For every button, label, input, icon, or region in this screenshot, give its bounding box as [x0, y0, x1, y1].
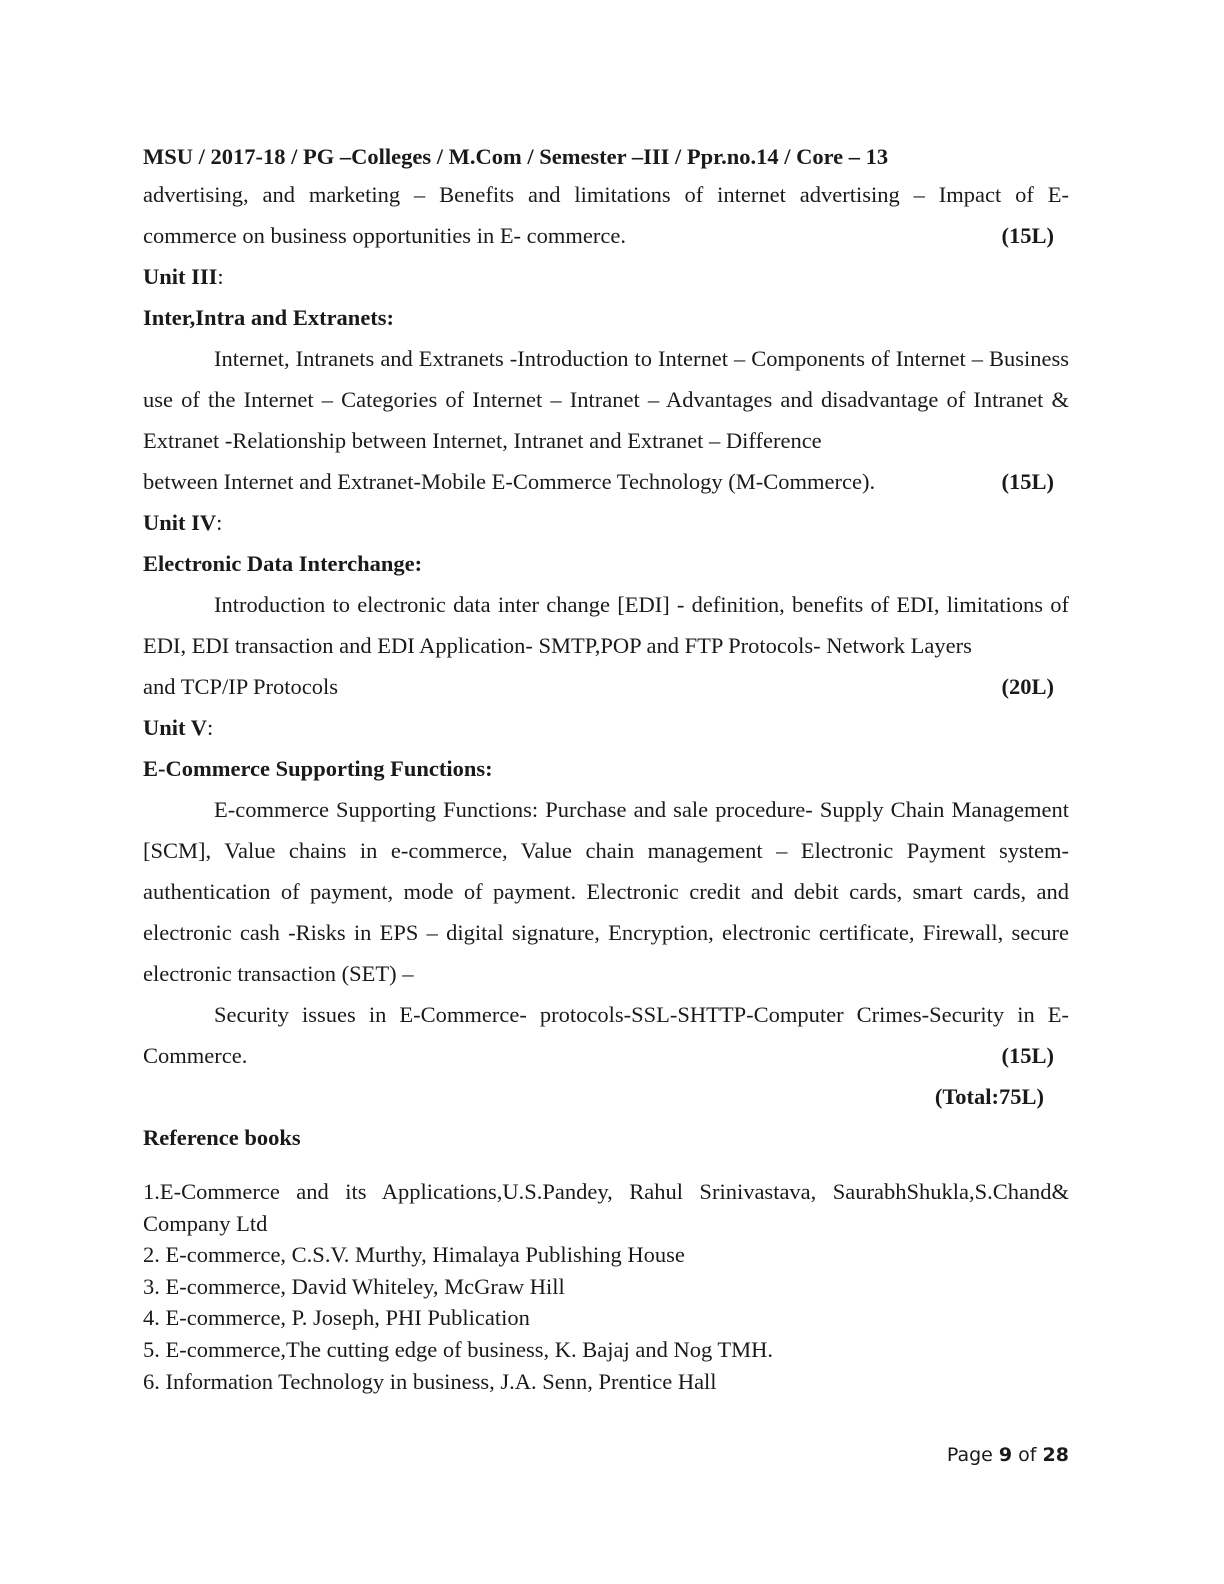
unit3-label: Unit III	[143, 264, 218, 289]
unit3-end	[143, 461, 1069, 502]
current-page: 9	[998, 1444, 1013, 1466]
unit5-heading: Unit V:	[143, 715, 214, 740]
unit2-hours: (15L)	[1001, 223, 1054, 248]
total-hours: (Total:75L)	[934, 1084, 1044, 1109]
unit4-body: Introduction to electronic data inter change [EDI] - definition, benefits of EDI, limitations of EDI, EDI transaction and EDI Application- SMTP,POP and FTP Protocols- Network Layers	[143, 592, 1069, 658]
reference-item: 5. E-commerce,The cutting edge of business, K. Bajaj and Nog TMH.	[143, 1336, 774, 1362]
unit5-title: E-Commerce Supporting Functions:	[143, 756, 493, 781]
unit4-label: Unit IV	[143, 510, 217, 535]
unit5-body2: Security issues in E-Commerce- protocols-SSL-SHTTP-Computer Crimes-Security in E-	[214, 1002, 1069, 1027]
unit2-tail-line2: commerce on business opportunities in E- commerce.	[143, 223, 626, 248]
unit5-last-line: Commerce.	[143, 1043, 248, 1068]
reference-item: 3. E-commerce, David Whiteley, McGraw Hill	[143, 1273, 565, 1299]
reference-item: 1.E-Commerce and its Applications,U.S.Pandey, Rahul Srinivastava, SaurabhShukla,S.Chand& Company Ltd	[143, 1179, 1069, 1236]
reference-item: 4. E-commerce, P. Joseph, PHI Publication	[143, 1305, 530, 1331]
unit4-end	[143, 666, 1069, 707]
unit4-hours: (20L)	[1001, 674, 1054, 699]
of-word: of	[1018, 1444, 1037, 1466]
document-header: MSU / 2017-18 / PG –Colleges / M.Com / Semester –III / Ppr.no.14 / Core – 13	[143, 144, 889, 169]
unit3-body: Internet, Intranets and Extranets -Introduction to Internet – Components of Internet – Business use of the Internet – Categories of Internet – Intranet – Advantages and disadvantage of Intranet & Extranet -Relationship between Internet, Intranet and Extranet – Difference	[143, 346, 1069, 453]
unit5-label: Unit V	[143, 715, 207, 740]
reference-heading: Reference books	[143, 1125, 301, 1150]
unit5-body: E-commerce Supporting Functions: Purchase and sale procedure- Supply Chain Management [SCM], Value chains in e-commerce, Value chain management – Electronic Payment system- authentication of payment, mode of payment. Electronic credit and debit cards, smart cards, and electronic cash -Risks in EPS – digital signature, Encryption, electronic certificate, Firewall, secure electronic transaction (SET) –	[143, 797, 1069, 986]
unit4-title: Electronic Data Interchange:	[143, 551, 423, 576]
unit3-hours: (15L)	[1001, 469, 1054, 494]
unit3-last-line: between Internet and Extranet-Mobile E-Commerce Technology (M-Commerce).	[143, 469, 876, 494]
page-number	[947, 1444, 1069, 1466]
reference-item: 6. Information Technology in business, J.A. Senn, Prentice Hall	[143, 1368, 717, 1394]
unit2-tail-end	[143, 215, 1069, 256]
unit5-hours: (15L)	[1001, 1043, 1054, 1068]
reference-item: 2. E-commerce, C.S.V. Murthy, Himalaya Publishing House	[143, 1242, 685, 1268]
unit2-tail-line1: advertising, and marketing – Benefits and limitations of internet advertising – Impact of E-	[143, 182, 1069, 207]
page-word: Page	[946, 1444, 993, 1466]
total-pages: 28	[1042, 1444, 1069, 1466]
unit3-title: Inter,Intra and Extranets:	[143, 305, 395, 330]
reference-list	[143, 1176, 1069, 1397]
unit4-last-line: and TCP/IP Protocols	[143, 674, 339, 699]
unit5-end	[143, 1035, 1069, 1076]
unit4-heading: Unit IV:	[143, 510, 223, 535]
unit3-heading: Unit III:	[143, 264, 224, 289]
document-page	[143, 140, 1069, 1397]
